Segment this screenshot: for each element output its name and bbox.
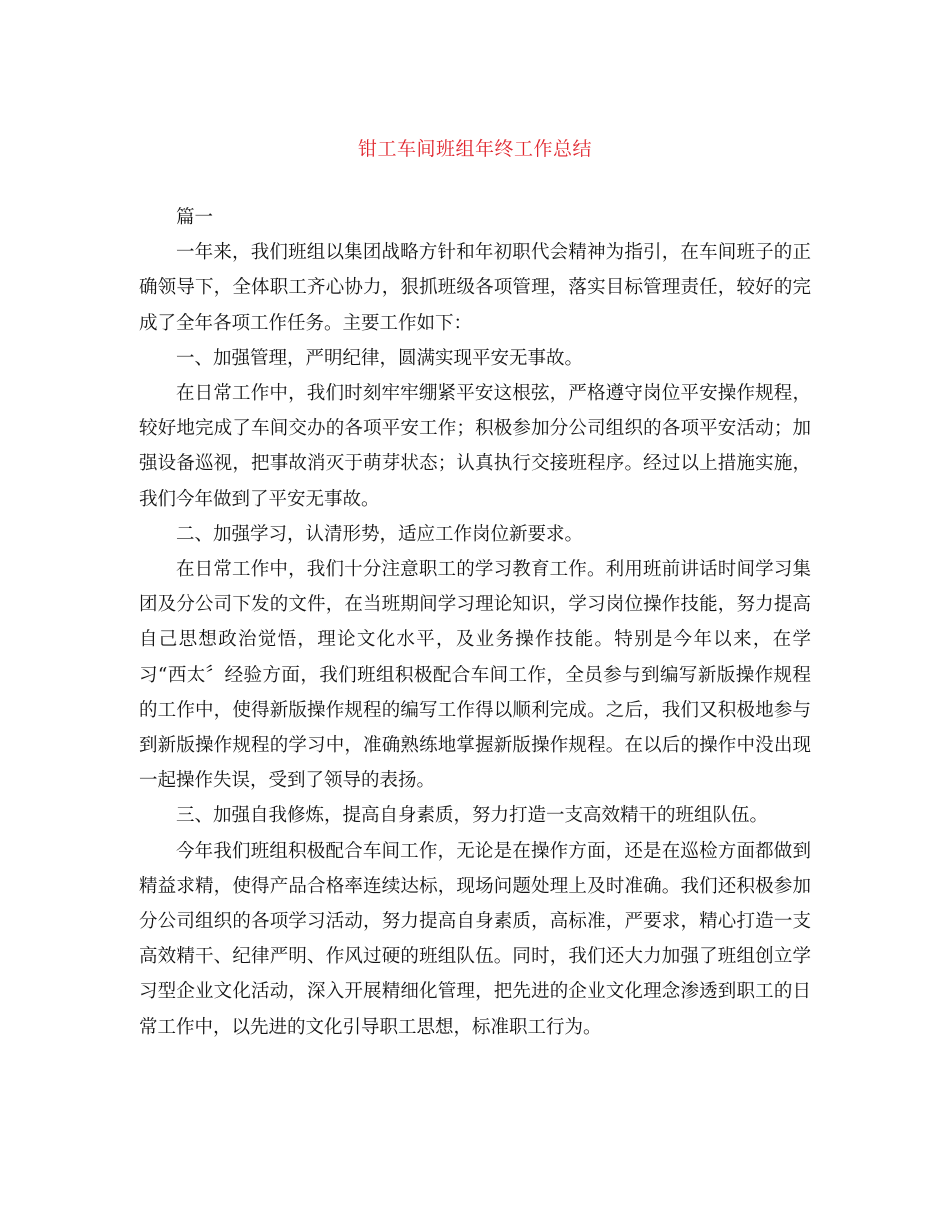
paragraph-safety: 在日常工作中，我们时刻牢牢绷紧平安这根弦，严格遵守岗位平安操作规程，较好地完成了车间交办的各项平安工作；积极参加分公司组织的各项平安活动；加强设备巡视，把事故消灭于萌芽状态；认真执行交接班程序。经过以上措施实施，我们今年做到了平安无事故。 <box>139 383 811 510</box>
document-body <box>139 200 811 1045</box>
paragraph-study: 在日常工作中，我们十分注意职工的学习教育工作。利用班前讲话时间学习集团及分公司下发的文件，在当班期间学习理论知识，学习岗位操作技能，努力提高自己思想政治觉悟，理论文化水平，及业务操作技能。特别是今年以来，在学习“西太〞经验方面，我们班组积极配合车间工作，全员参与到编写新版操作规程的工作中，使得新版操作规程的编写工作得以顺利完成。之后，我们又积极地参与到新版操作规程的学习中，准确熟练地掌握新版操作规程。在以后的操作中没出现一起操作失误，受到了领导的表扬。 <box>139 559 811 792</box>
paragraph-team: 今年我们班组积极配合车间工作，无论是在操作方面，还是在巡检方面都做到精益求精，使得产品合格率连续达标，现场问题处理上及时准确。我们还积极参加分公司组织的各项学习活动，努力提高自身素质，高标准，严要求，精心打造一支高效精干、纪律严明、作风过硬的班组队伍。同时，我们还大力加强了班组创立学习型企业文化活动，深入开展精细化管理，把先进的企业文化理念渗透到职工的日常工作中，以先进的文化引导职工思想，标准职工行为。 <box>139 840 811 1038</box>
heading-three: 三、加强自我修炼，提高自身素质，努力打造一支高效精干的班组队伍。 <box>176 805 769 827</box>
paragraph-intro: 一年来，我们班组以集团战略方针和年初职代会精神为指引，在车间班子的正确领导下，全体职工齐心协力，狠抓班级各项管理，落实目标管理责任，较好的完成了全年各项工作任务。主要工作如下： <box>139 242 811 334</box>
heading-one: 一、加强管理，严明纪律，圆满实现平安无事故。 <box>176 347 584 369</box>
document-title: 钳工车间班组年终工作总结 <box>357 138 592 160</box>
heading-two: 二、加强学习，认清形势，适应工作岗位新要求。 <box>176 523 584 545</box>
section-label: 篇一 <box>176 207 214 228</box>
